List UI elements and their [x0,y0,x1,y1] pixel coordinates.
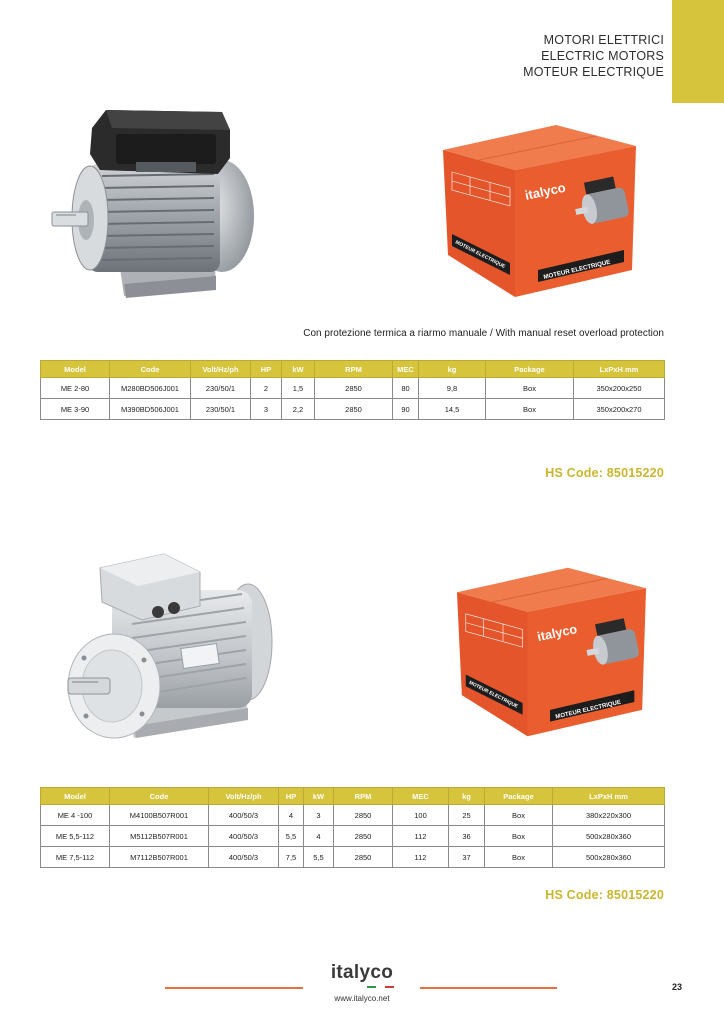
cell-kg: 25 [449,805,485,826]
col-header-hp: HP [279,788,304,805]
cell-code: M4100B507R001 [110,805,209,826]
cell-mec: 90 [393,399,419,420]
cell-kg: 9,8 [419,378,486,399]
cell-code: M7112B507R001 [110,847,209,868]
cell-volt-hz-ph: 400/50/3 [209,805,279,826]
cell-model: ME 2-80 [41,378,110,399]
col-header-kg: kg [449,788,485,805]
table-row [41,847,665,868]
col-header-hp: HP [251,361,282,378]
cell-package: Box [485,826,553,847]
table-row [41,826,665,847]
box-right-face [528,588,647,736]
cell-rpm: 2850 [334,805,393,826]
cell-dimensions: 500x280x360 [553,847,665,868]
motor-shaft [68,678,110,694]
cell-code: M280BD506J001 [110,378,191,399]
capacitor-box [90,110,230,174]
box-right-label-text: MOTEUR ELECTRIQUE [555,699,622,721]
table-row [41,399,665,420]
accent-corner-bar [672,0,724,103]
product-box-photo [454,562,650,742]
cell-model: ME 5,5-112 [41,826,110,847]
box-left-label-text: MOTEUR ELECTRIQUE [454,239,507,270]
table-row [41,378,665,399]
motor-shaft [52,212,88,226]
col-header-model: Model [41,361,110,378]
col-header-package: Package [485,788,553,805]
cell-package: Box [486,378,574,399]
cell-kw: 4 [304,826,334,847]
title-line-english: ELECTRIC MOTORS [541,49,664,63]
cell-hp: 7,5 [279,847,304,868]
cell-volt-hz-ph: 230/50/1 [191,399,251,420]
cell-dimensions: 500x280x360 [553,826,665,847]
spec-table-single-phase [40,360,665,420]
three-phase-motor-photo [62,550,274,740]
col-header-kg: kg [419,361,486,378]
cell-code: M5112B507R001 [110,826,209,847]
cell-kg: 37 [449,847,485,868]
cell-kg: 36 [449,826,485,847]
box-right-label-text: MOTEUR ELECTRIQUE [542,258,612,281]
brand-logo: italyco [330,962,394,983]
col-header-rpm: RPM [315,361,393,378]
cell-mec: 80 [393,378,419,399]
cell-volt-hz-ph: 400/50/3 [209,847,279,868]
cell-rpm: 2850 [334,826,393,847]
motor-nameplate [181,644,219,669]
box-right-face [515,146,636,297]
col-header-kw: kW [282,361,315,378]
cell-hp: 2 [251,378,282,399]
cell-package: Box [486,399,574,420]
cell-package: Box [485,805,553,826]
cell-hp: 5,5 [279,826,304,847]
box-brand-text: italyco [523,179,567,203]
footer-rule-right [420,987,557,989]
cell-rpm: 2850 [334,847,393,868]
cell-mec: 112 [393,826,449,847]
cell-mec: 100 [393,805,449,826]
cell-volt-hz-ph: 230/50/1 [191,378,251,399]
cell-hp: 4 [279,805,304,826]
page-number: 23 [672,982,683,992]
cell-volt-hz-ph: 400/50/3 [209,826,279,847]
cell-mec: 112 [393,847,449,868]
website-link[interactable]: www.italyco.net [334,994,390,1003]
cell-rpm: 2850 [315,378,393,399]
cell-dimensions: 350x200x250 [574,378,665,399]
cell-code: M390BD506J001 [110,399,191,420]
col-header-model: Model [41,788,110,805]
table-header-row [41,361,665,378]
col-header-rpm: RPM [334,788,393,805]
footer-rule-left [165,987,303,989]
col-header-code: Code [110,361,191,378]
cell-hp: 3 [251,399,282,420]
cell-kg: 14,5 [419,399,486,420]
italian-flag-mark [367,986,394,988]
cell-model: ME 4 -100 [41,805,110,826]
cell-kw: 3 [304,805,334,826]
col-header-dimensions: LxPxH mm [574,361,665,378]
cell-rpm: 2850 [315,399,393,420]
col-header-code: Code [110,788,209,805]
cell-package: Box [485,847,553,868]
single-phase-motor-photo [46,104,258,300]
cell-kw: 5,5 [304,847,334,868]
hs-code-section1: HS Code: 85015220 [545,466,664,480]
cell-model: ME 3-90 [41,399,110,420]
table-row [41,805,665,826]
box-left-face [443,150,515,297]
spec-table-three-phase [40,787,665,868]
col-header-mec: MEC [393,361,419,378]
hs-code-section2: HS Code: 85015220 [545,888,664,902]
title-line-french: MOTEUR ELECTRIQUE [523,65,664,79]
table-header-row [41,788,665,805]
box-left-face [457,592,528,736]
cell-model: ME 7,5-112 [41,847,110,868]
col-header-volt-hz-ph: Volt/Hz/ph [209,788,279,805]
col-header-mec: MEC [393,788,449,805]
cell-dimensions: 350x200x270 [574,399,665,420]
box-brand-text: italyco [535,621,579,645]
cell-kw: 1,5 [282,378,315,399]
catalog-title [523,32,664,80]
cell-kw: 2,2 [282,399,315,420]
col-header-package: Package [486,361,574,378]
col-header-kw: kW [304,788,334,805]
title-line-italian: MOTORI ELETTRICI [543,33,664,47]
col-header-volt-hz-ph: Volt/Hz/ph [191,361,251,378]
col-header-dimensions: LxPxH mm [553,788,665,805]
box-left-label-text: MOTEUR ELECTRIQUE [467,680,519,710]
product-box-photo [440,122,640,300]
cell-dimensions: 380x220x300 [553,805,665,826]
overload-protection-caption: Con protezione termica a riarmo manuale / With manual reset overload protection [303,328,664,339]
